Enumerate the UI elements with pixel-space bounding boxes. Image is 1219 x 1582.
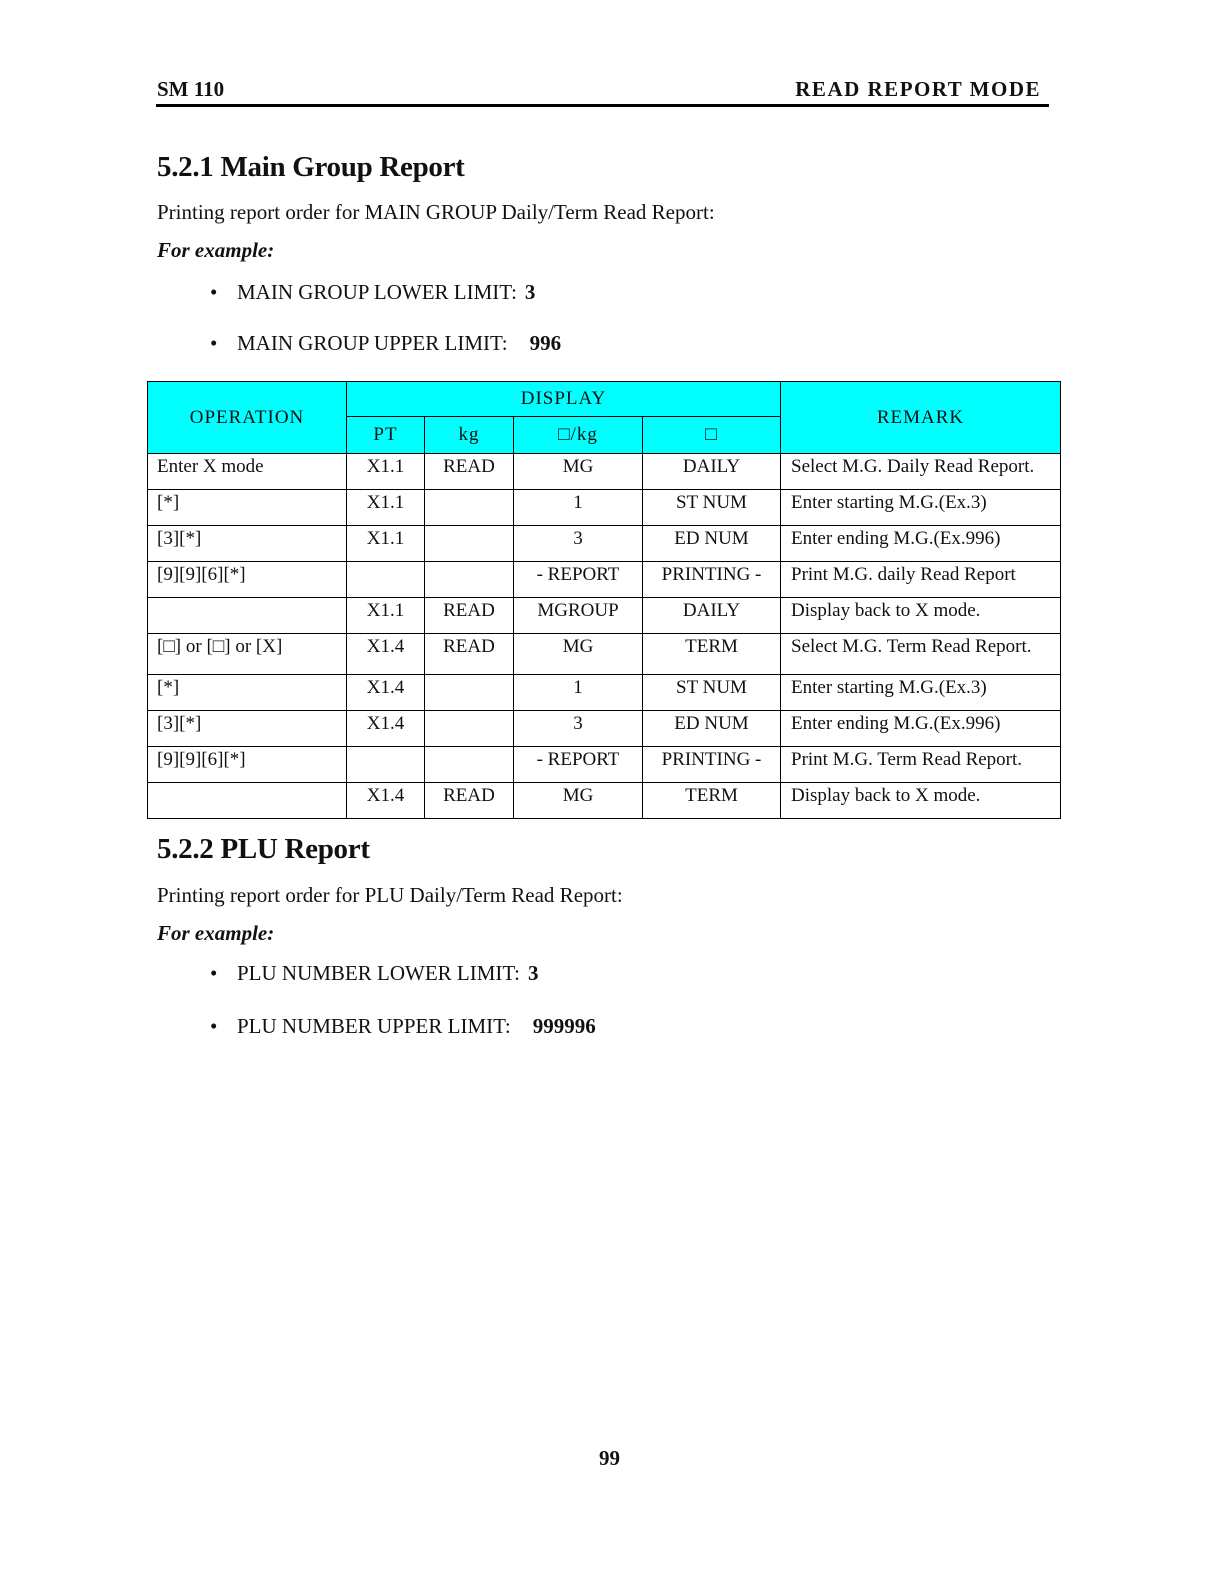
table-row — [148, 562, 1061, 598]
bullet-icon: • — [210, 961, 218, 985]
cell-operation: [3][*] — [148, 526, 347, 562]
cell-price-per-kg: MGROUP — [514, 598, 643, 634]
section-title-plu: 5.2.2 PLU Report — [157, 833, 370, 865]
page-header — [156, 76, 1049, 107]
bullet-label: MAIN GROUP UPPER LIMIT: — [237, 331, 508, 355]
bullet-item — [210, 280, 535, 305]
cell-pt — [347, 747, 425, 783]
cell-kg: READ — [425, 783, 514, 819]
cell-operation: [□] or [□] or [X] — [148, 634, 347, 675]
cell-operation: [*] — [148, 490, 347, 526]
header-operation: OPERATION — [148, 382, 347, 454]
bullet-icon: • — [210, 331, 218, 355]
cell-pt: X1.1 — [347, 454, 425, 490]
cell-remark: Display back to X mode. — [781, 783, 1061, 819]
cell-price-per-kg: MG — [514, 783, 643, 819]
bullet-item — [210, 331, 561, 356]
header-mode: READ REPORT MODE — [795, 77, 1041, 101]
cell-kg — [425, 490, 514, 526]
table-row — [148, 598, 1061, 634]
cell-kg — [425, 675, 514, 711]
cell-kg: READ — [425, 454, 514, 490]
cell-kg — [425, 711, 514, 747]
cell-total: DAILY — [643, 454, 781, 490]
cell-remark: Enter ending M.G.(Ex.996) — [781, 711, 1061, 747]
cell-operation: [9][9][6][*] — [148, 562, 347, 598]
cell-price-per-kg: 1 — [514, 675, 643, 711]
header-model: SM 110 — [157, 77, 225, 101]
cell-remark: Print M.G. daily Read Report — [781, 562, 1061, 598]
bullet-item — [210, 1014, 596, 1039]
table-row — [148, 747, 1061, 783]
bullet-value: 3 — [528, 961, 539, 985]
cell-operation — [148, 783, 347, 819]
bullet-value: 996 — [529, 331, 562, 355]
cell-remark: Enter starting M.G.(Ex.3) — [781, 490, 1061, 526]
cell-pt: X1.4 — [347, 675, 425, 711]
header-pt: PT — [347, 417, 425, 454]
cell-kg: READ — [425, 634, 514, 675]
cell-price-per-kg: 1 — [514, 490, 643, 526]
header-display: DISPLAY — [347, 382, 781, 417]
bullet-icon: • — [210, 1014, 218, 1038]
table-row — [148, 675, 1061, 711]
table-row — [148, 454, 1061, 490]
cell-remark: Select M.G. Term Read Report. — [781, 634, 1061, 675]
cell-operation: [*] — [148, 675, 347, 711]
cell-price-per-kg: MG — [514, 454, 643, 490]
cell-total: ED NUM — [643, 526, 781, 562]
cell-operation: [3][*] — [148, 711, 347, 747]
cell-pt: X1.1 — [347, 490, 425, 526]
cell-operation — [148, 598, 347, 634]
cell-pt: X1.4 — [347, 634, 425, 675]
operation-table — [147, 381, 1061, 819]
cell-remark: Enter starting M.G.(Ex.3) — [781, 675, 1061, 711]
table-row — [148, 711, 1061, 747]
section-intro-main-group: Printing report order for MAIN GROUP Daily/Term Read Report: — [157, 200, 715, 224]
header-price-per-kg: □/kg — [514, 417, 643, 454]
cell-pt: X1.4 — [347, 711, 425, 747]
example-label-plu: For example: — [157, 921, 275, 945]
section-title-main-group: 5.2.1 Main Group Report — [157, 151, 465, 183]
cell-pt — [347, 562, 425, 598]
cell-price-per-kg: MG — [514, 634, 643, 675]
cell-price-per-kg: 3 — [514, 711, 643, 747]
cell-remark: Display back to X mode. — [781, 598, 1061, 634]
bullet-label: PLU NUMBER UPPER LIMIT: — [237, 1014, 511, 1038]
cell-total: PRINTING - — [643, 747, 781, 783]
table-row — [148, 783, 1061, 819]
header-remark: REMARK — [781, 382, 1061, 454]
table-row — [148, 490, 1061, 526]
example-label-main-group: For example: — [157, 238, 275, 262]
cell-total: DAILY — [643, 598, 781, 634]
bullet-value: 3 — [524, 280, 536, 304]
cell-total: ST NUM — [643, 675, 781, 711]
bullet-label: PLU NUMBER LOWER LIMIT: — [237, 961, 521, 985]
cell-pt: X1.1 — [347, 598, 425, 634]
cell-operation: Enter X mode — [148, 454, 347, 490]
cell-kg — [425, 526, 514, 562]
header-kg: kg — [425, 417, 514, 454]
cell-kg: READ — [425, 598, 514, 634]
cell-operation: [9][9][6][*] — [148, 747, 347, 783]
bullet-item — [210, 961, 539, 986]
cell-total: PRINTING - — [643, 562, 781, 598]
section-intro-plu: Printing report order for PLU Daily/Term Read Report: — [157, 883, 623, 907]
cell-total: TERM — [643, 783, 781, 819]
cell-price-per-kg: - REPORT — [514, 747, 643, 783]
cell-price-per-kg: 3 — [514, 526, 643, 562]
cell-total: ED NUM — [643, 711, 781, 747]
cell-remark: Select M.G. Daily Read Report. — [781, 454, 1061, 490]
cell-total: TERM — [643, 634, 781, 675]
cell-pt: X1.1 — [347, 526, 425, 562]
table-row — [148, 526, 1061, 562]
cell-kg — [425, 747, 514, 783]
cell-total: ST NUM — [643, 490, 781, 526]
cell-remark: Enter ending M.G.(Ex.996) — [781, 526, 1061, 562]
cell-kg — [425, 562, 514, 598]
bullet-value: 999996 — [532, 1014, 596, 1038]
table-row — [148, 634, 1061, 675]
cell-remark: Print M.G. Term Read Report. — [781, 747, 1061, 783]
cell-pt: X1.4 — [347, 783, 425, 819]
bullet-icon: • — [210, 280, 218, 304]
header-total: □ — [643, 417, 781, 454]
bullet-label: MAIN GROUP LOWER LIMIT: — [237, 280, 517, 304]
page-number: 99 — [599, 1446, 620, 1470]
cell-price-per-kg: - REPORT — [514, 562, 643, 598]
